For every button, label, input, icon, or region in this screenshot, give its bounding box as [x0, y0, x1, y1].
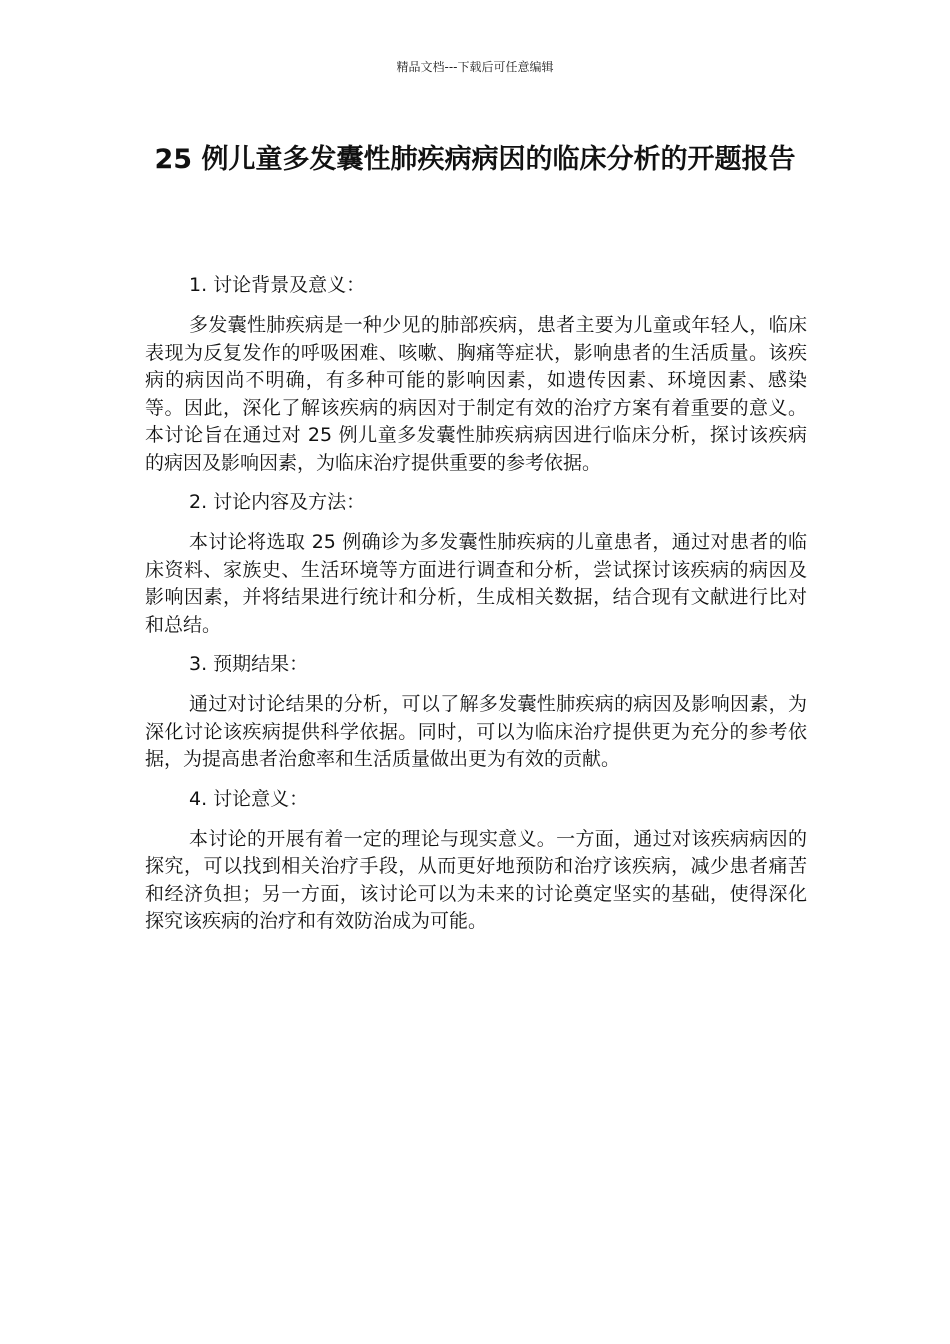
document-title: 25 例儿童多发囊性肺疾病病因的临床分析的开题报告 — [154, 144, 796, 175]
section-paragraph-background: 多发囊性肺疾病是一种少见的肺部疾病，患者主要为儿童或年轻人，临床表现为反复发作的呼吸困难、咳嗽、胸痛等症状，影响患者的生活质量。该疾病的病因尚不明确，有多种可能的影响因素，如遗传因素、环境因素、感染等。因此，深化了解该疾病的病因对于制定有效的治疗方案有着重要的意义。本讨论旨在通过对 25 例儿童多发囊性肺疾病病因进行临床分析，探讨该疾病的病因及影响因素，为临床治疗提供重要的参考依据。 — [145, 314, 807, 474]
header-note: 精品文档---下载后可任意编辑 — [396, 60, 554, 74]
section-paragraph-methods: 本讨论将选取 25 例确诊为多发囊性肺疾病的儿童患者，通过对患者的临床资料、家族史、生活环境等方面进行调查和分析，尝试探讨该疾病的病因及影响因素，并将结果进行统计和分析，生成相关数据，结合现有文献进行比对和总结。 — [145, 531, 807, 636]
section-paragraph-expected-results: 通过对讨论结果的分析，可以了解多发囊性肺疾病的病因及影响因素，为深化讨论该疾病提供科学依据。同时，可以为临床治疗提供更为充分的参考依据，为提高患者治愈率和生活质量做出更为有效的贡献。 — [145, 693, 807, 770]
section-heading-methods: 2. 讨论内容及方法： — [189, 491, 366, 513]
section-heading-expected-results: 3. 预期结果： — [189, 653, 309, 675]
section-heading-background: 1. 讨论背景及意义： — [189, 274, 366, 296]
section-paragraph-significance: 本讨论的开展有着一定的理论与现实意义。一方面，通过对该疾病病因的探究，可以找到相关治疗手段，从而更好地预防和治疗该疾病，减少患者痛苦和经济负担；另一方面，该讨论可以为未来的讨论奠定坚实的基础，使得深化探究该疾病的治疗和有效防治成为可能。 — [145, 827, 807, 932]
document-body — [145, 270, 807, 946]
section-heading-significance: 4. 讨论意义： — [189, 787, 309, 810]
